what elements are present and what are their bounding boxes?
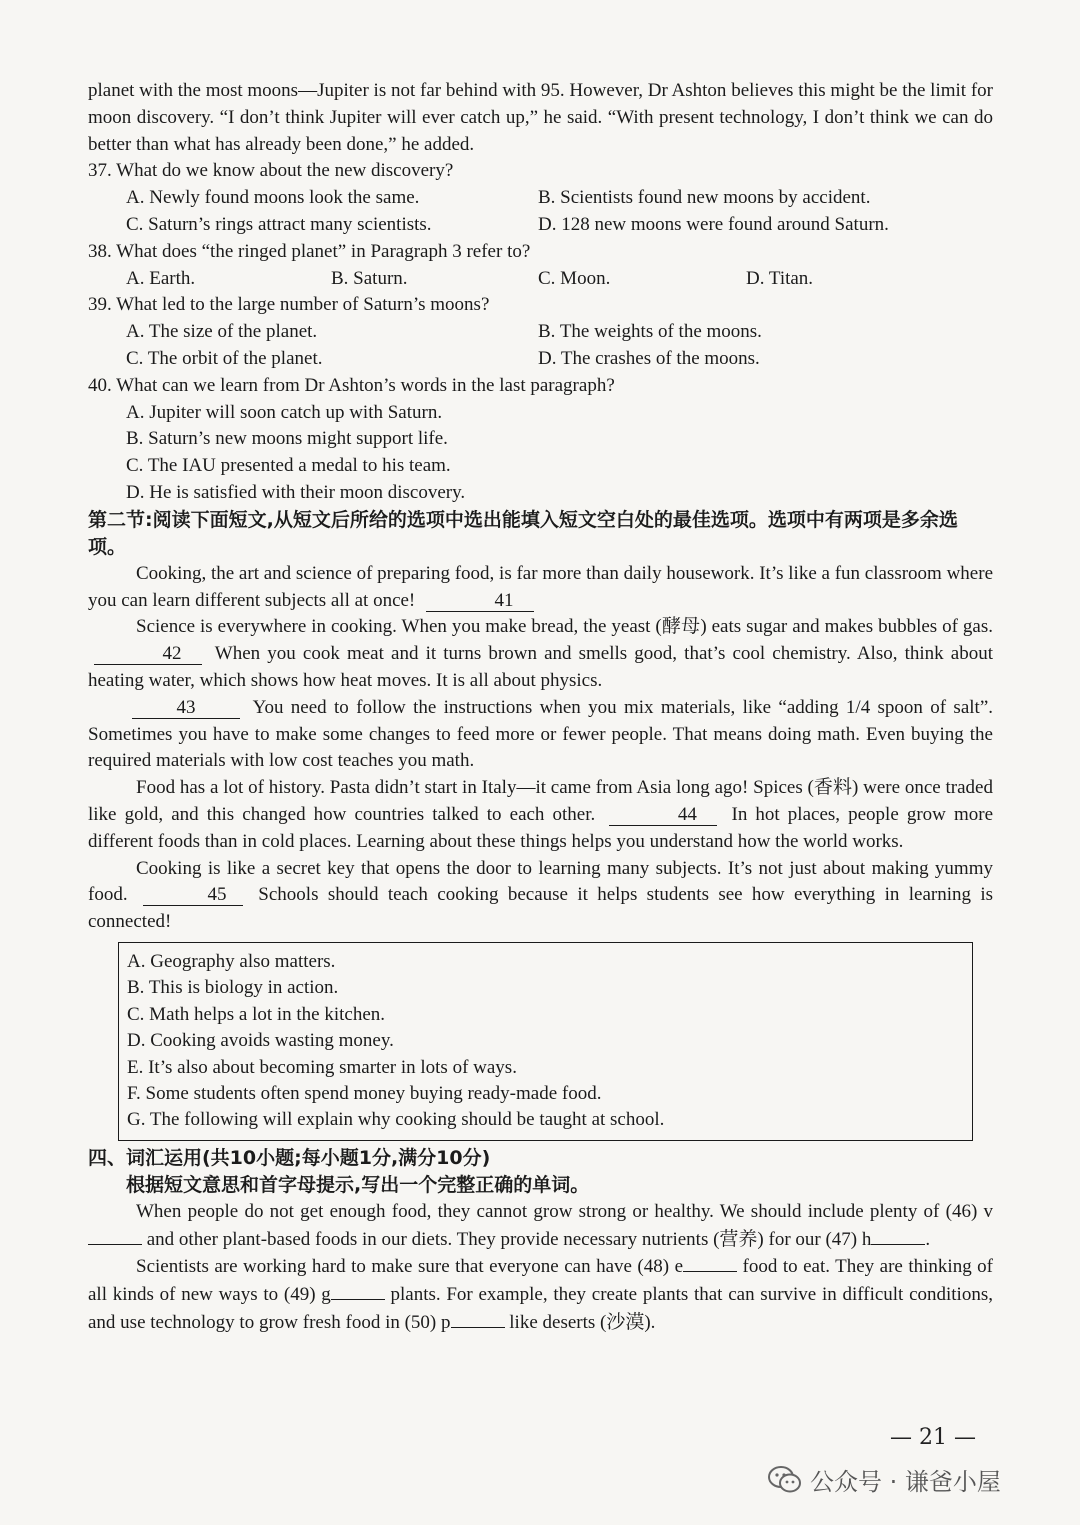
vocab-p2-text-d: like deserts (沙漠).: [509, 1311, 656, 1333]
choice-d: D. Cooking avoids wasting money.: [127, 1030, 394, 1052]
question-37: 37. What do we know about the new discovery?: [88, 160, 454, 182]
cloze-p3-text: You need to follow the instructions when you mix materials, like “adding 1/4 spoon of salt”. Sometimes you have to make some changes to feed more or fewer people. That means doing math. Even buying the required materials with low cost teaches you math.: [88, 696, 993, 772]
blank-49: [331, 1281, 385, 1300]
q38-options: [88, 266, 993, 293]
blank-50: [451, 1309, 505, 1328]
cloze-paragraph-3: [88, 695, 993, 775]
reading-passage-end: planet with the most moons—Jupiter is not far behind with 95. However, Dr Ashton believes this might be the limit for moon discovery. “I don’t think Jupiter will ever catch up,” he said. “With present technology, I don’t think we can do better than what has already been done,” he added.: [88, 80, 993, 155]
cloze-p1-text: Cooking, the art and science of preparing food, is far more than daily housework. It’s like a fun classroom where you can learn different subjects all at once!: [88, 562, 993, 611]
cloze-p4-text-a: Food has a lot of history. Pasta didn’t start in Italy—it came from Asia long ago! Spices (香料) were once traded like gold, and this changed how countries talked to each other.: [88, 777, 993, 825]
section4-instruction: 根据短文意思和首字母提示,写出一个完整正确的单词。: [126, 1173, 590, 1196]
cloze-p5-text-b: Schools should teach cooking because it helps students see how everything in learning is connected!: [88, 884, 994, 933]
choice-b: B. This is biology in action.: [127, 977, 339, 999]
vocab-paragraph-2: [88, 1253, 993, 1336]
blank-43: 43: [132, 698, 240, 719]
q37-options-row1: [88, 185, 993, 212]
choice-f: F. Some students often spend money buying ready-made food.: [127, 1082, 602, 1104]
blank-44: 44: [609, 805, 717, 826]
vocab-paragraph-1: [88, 1199, 993, 1254]
cloze-p2-text-b: When you cook meat and it turns brown and smells good, that’s cool chemistry. Also, think about heating water, which shows how heat moves. It is all about physics.: [88, 643, 993, 691]
q39-options-row2: [88, 346, 993, 373]
question-38: 38. What does “the ringed planet” in Paragraph 3 refer to?: [88, 240, 531, 262]
vocab-p2-text-b: food to eat. They are thinking of all kinds of new ways to (49) g: [88, 1256, 994, 1306]
q39-options-row1: [88, 319, 993, 346]
blank-48: [683, 1253, 737, 1272]
page-number: — 21 —: [890, 1425, 976, 1450]
cloze-p4-text-b: In hot places, people grow more different foods than in cold places. Learning about these things helps you understand how the world works.: [88, 803, 994, 852]
blank-47: [871, 1226, 925, 1245]
q40-option-c: C. The IAU presented a medal to his team.: [126, 455, 451, 477]
choice-c: C. Math helps a lot in the kitchen.: [127, 1003, 386, 1025]
q37-option-d: D. 128 new moons were found around Saturn.: [538, 213, 889, 235]
vocab-p2-text-c: plants. For example, they create plants that can survive in difficult conditions, and use technology to grow fresh food in (50) p: [88, 1284, 993, 1333]
q40-option-a: A. Jupiter will soon catch up with Saturn.: [126, 401, 443, 423]
choice-e: E. It’s also about becoming smarter in lots of ways.: [127, 1056, 517, 1078]
section4-heading: 四、词汇运用(共10小题;每小题1分,满分10分): [88, 1146, 491, 1169]
q37-options-row2: [88, 212, 993, 239]
watermark: [768, 1462, 1001, 1497]
question-39: 39. What led to the large number of Saturn’s moons?: [88, 294, 490, 316]
choice-a: A. Geography also matters.: [127, 950, 336, 972]
q38-option-d: D. Titan.: [746, 267, 814, 289]
q39-option-d: D. The crashes of the moons.: [538, 347, 760, 369]
q39-option-a: A. The size of the planet.: [126, 321, 318, 343]
blank-41: 41: [426, 591, 534, 612]
section2-heading: 第二节:阅读下面短文,从短文后所给的选项中选出能填入短文空白处的最佳选项。选项中有两项是多余选项。: [88, 508, 958, 558]
choices-box: [118, 942, 973, 1141]
q37-option-b: B. Scientists found new moons by accident.: [538, 187, 871, 209]
choice-g: G. The following will explain why cooking should be taught at school.: [127, 1109, 665, 1131]
cloze-paragraph-5: [88, 856, 993, 936]
cloze-paragraph-4: [88, 775, 993, 855]
blank-42: 42: [94, 644, 202, 665]
q38-option-c: C. Moon.: [538, 267, 611, 289]
q40-option-b: B. Saturn’s new moons might support life.: [126, 428, 448, 450]
q39-option-b: B. The weights of the moons.: [538, 321, 762, 343]
vocab-p1-text-a: When people do not get enough food, they cannot grow strong or healthy. We should include plenty of (46) v: [136, 1200, 993, 1222]
cloze-paragraph-2: [88, 614, 993, 694]
cloze-p5-text-a: Cooking is like a secret key that opens the door to learning many subjects. It’s not just about making yummy food.: [88, 857, 993, 906]
vocab-p2-text-a: Scientists are working hard to make sure that everyone can have (48) e: [136, 1256, 684, 1278]
q37-option-a: A. Newly found moons look the same.: [126, 187, 420, 209]
wechat-icon: [768, 1465, 802, 1495]
q37-option-c: C. Saturn’s rings attract many scientists.: [126, 213, 432, 235]
cloze-p2-text-a: Science is everywhere in cooking. When you make bread, the yeast (酵母) eats sugar and makes bubbles of gas.: [136, 616, 993, 638]
q40-option-d: D. He is satisfied with their moon discovery.: [126, 481, 466, 503]
cloze-paragraph-1: [88, 561, 993, 615]
watermark-text: 公众号 · 谦爸小屋: [810, 1468, 1001, 1496]
vocab-p1-text-c: .: [925, 1228, 931, 1250]
q39-option-c: C. The orbit of the planet.: [126, 347, 323, 369]
question-40: 40. What can we learn from Dr Ashton’s words in the last paragraph?: [88, 374, 615, 396]
vocab-p1-text-b: and other plant-based foods in our diets. They provide necessary nutrients (营养) for our (47) h: [146, 1228, 872, 1250]
q38-option-b: B. Saturn.: [331, 267, 408, 289]
blank-46: [88, 1226, 142, 1245]
q38-option-a: A. Earth.: [126, 267, 196, 289]
page-content: [88, 78, 993, 1337]
blank-45: 45: [143, 885, 243, 906]
